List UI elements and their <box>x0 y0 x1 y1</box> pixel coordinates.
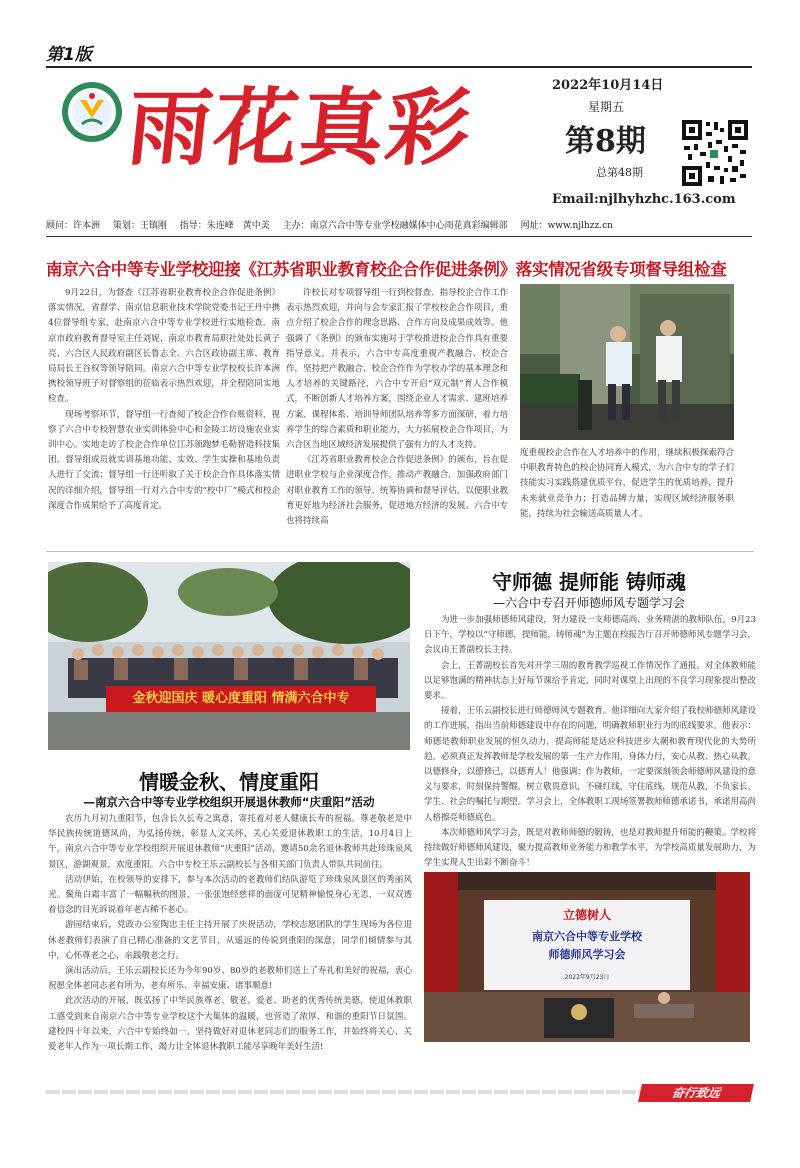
activity-banner: 金秋迎国庆 暖心度重阳 情满六合中专 <box>132 691 350 706</box>
credit-planner: 策划：王镇刚 <box>112 221 167 231</box>
paragraph: 接着，王乐云副校长进行师德师风专题教育。他详细向大家介绍了我校师德师风建设的工作进展，指出当前师德建设中存在的问题，明确教师职业行为的底线要求。他表示：师德是教师职业发展的恒久动力，提高师能是适应科技进步大潮和教育现代化的大势所趋。必须真正发挥教师是学校发展的第一生产力作用，身体力行，安心从教、热心从教，以德修身，以德修己，以德育人！他强调：作为教师，一定要深刻领会师德师风建设的意义与要求，时刻保持警醒，树立敬畏意识，不碰红线，守住底线，规范从教，不负家长、学生、社会的嘱托与期望。学习会上，全体教职工现场签署教师师德承诺书，承诺用高尚人格擦亮师德底色。 <box>424 706 756 823</box>
paragraph: 度重视校企合作在人才培养中的作用，继续积极探索符合中职教育特色的校企协同育人模式，为六合中专的学子们技能实习实践搭建优质平台，促进学生的优质培养，提升未来就业竞争力；打造品牌力量，实现区域经济服务职能，持续为社会输送高质量人才。 <box>520 448 734 519</box>
screen-date: 2022年9月23日 <box>564 974 610 981</box>
paragraph: 农历九月初九重阳节，包含长久长寿之寓意，寄托着对老人健康长寿的祝福。尊老敬老是中华民族传统道德风尚，为弘扬传统，彰显人文关怀，关心关爱退休教职工的生活，10月4日上午，南京六合中等专业学校组织开展退休教师“庆重阳”活动，邀请50余名退休教师共赴珍珠泉风景区，游湖观景，欢度重阳。六合中专校王乐云副校长与各相关部门负责人带队共同前往。 <box>48 814 412 870</box>
credit-website[interactable]: 网址：www.njlhzz.cn <box>520 221 613 231</box>
issue-number: 第8期 <box>565 124 646 159</box>
qr-code[interactable] <box>680 118 750 188</box>
paragraph: 活动伊始，在校领导的安排下，参与本次活动的老教师们结队游览了珍珠泉风景区的秀丽风光。鬓角白霜丰富了一幅幅秋的图景，一张张饱经慈祥的面庞可见精神愉悦身心无恙，一双双透着信念的目光诉说着年老古稀不老心。 <box>48 874 412 916</box>
paragraph: 游园结束后，党政办公室陶忠主任主持开展了庆祝活动，学校志愿团队的学生现场为各位退休老教师们表演了自己精心准备的文艺节目，从遥远的传说到重阳的深意，同学们倾情参与其中，心怀尊老之心，亲践敬老之行。 <box>48 920 412 961</box>
publication-date: 2022年10月14日 <box>552 78 664 93</box>
article1-column-2 <box>286 286 508 529</box>
article1-headline: 南京六合中等专业学校迎接《江苏省职业教育校企合作促进条例》落实情况省级专项督导组检查 <box>46 260 727 279</box>
masthead-title: 雨花真彩 <box>122 79 478 177</box>
article2-group-photo <box>48 562 410 750</box>
screen-line-2: 南京六合中等专业学校 <box>532 930 642 943</box>
article3-title: 守师德 提师能 铸师魂 <box>492 570 686 594</box>
credit-guidance: 指导：朱连峰 黄中美 <box>179 221 270 231</box>
article1-column-1 <box>48 286 280 514</box>
contact-email[interactable]: Email:njlhyhzhc.163.com <box>552 192 736 207</box>
paragraph: 9月22日，为督查《江苏省职业教育校企合作促进条例》落实情况，省督学、南京信息职业技术学院党委书记王丹中携4位督导组专家，赴南京六合中等专业学校进行实地检查，南京市政府教育督导室主任刘妮、南京市教育局职社处处长黄子亮、六合区人民政府副区长鲁志全、六合区政协副主席、教育局局长王谷权等领导陪同。南京六合中等专业学校校长许本洲携校领导班子对督察组的莅临表示热烈欢迎，并全程陪同实地检查。 <box>48 288 280 405</box>
credit-host: 主办：南京六合中等专业学校融媒体中心雨花真彩编辑部 <box>282 221 508 231</box>
paragraph: 《江苏省职业教育校企合作促进条例》的颁布，旨在促进职业学校与企业深度合作，推动产教融合，加强政府部门对职业教育工作的领导、统筹协调和督导评估，以便职业教育更好地为经济社会服务，促进地方经济的发展。六合中专也将持续高 <box>286 455 508 527</box>
article2-subtitle: —南京六合中等专业学校组织开展退休教师“庆重阳”活动 <box>83 795 375 809</box>
section-divider <box>46 551 754 552</box>
paragraph: 会上，王菁副校长首先对开学三周的教育教学巡视工作情况作了通报。对全体教师能以足够饱满的精神状态上好每节课给予肯定，同时对课堂上出现的不良学习现象提出整改要求。 <box>424 660 756 702</box>
edition-label: 第1版 <box>46 45 92 65</box>
article3-meeting-photo <box>424 872 750 1042</box>
article3-body <box>424 613 756 871</box>
credit-advisor: 顾问：许本洲 <box>46 221 101 231</box>
article1-photo <box>520 284 734 440</box>
article2-title: 情暖金秋、情度重阳 <box>139 770 319 794</box>
total-issue-number: 总第48期 <box>596 166 643 179</box>
paragraph: 许校长对专项督导组一行到校督查、指导校企合作工作表示热烈欢迎，并向与会专家汇报了学校校企合作项目，重点介绍了校企合作的理念思路、合作方向及成果成效等。他强调了《条例》的颁布实施对于学校推进校企合作具有重要指导意义，并表示，六合中专高度重视产教融合、校企合作，坚持把产教融合、校企合作作为学校办学的基本理念和人才培养的关键路径，六合中专开启“双元制”育人合作模式，不断创新人才培养方案，围绕企业人才需求、建班培养方案、课程体系、培训导师团队培养等多方面深研，着力培养学生的综合素质和职业能力，大力拓展校企合作项目，为六合区当地区域经济发展提供了强有力的人才支持。 <box>286 288 508 451</box>
article1-column-3 <box>520 446 734 522</box>
paragraph: 本次师德师风学习会，既是对教师师德的锻铸，也是对教师提升师能的鞭策。学校将持续做好师德师风建设，聚力提高教师业务能力和教学水平，为学校高质量发展助力，为学生实现人生出彩不断奋斗！ <box>424 827 756 869</box>
paragraph: 此次活动的开展，既弘扬了中华民族尊老、敬老、爱老、助老的优秀传统美德，使退休教职工感受到来自南京六合中等专业学校这个大集体的温暖，也营造了浓厚、和谐的重阳节日氛围。建校四十年以来，六合中专始终如一，坚持做好对退休老同志们的服务工作，并始终将关心、关爱老年人作为一项长期工作，竭力让全体退休教职工能尽享晚年美好生活! <box>48 996 412 1053</box>
article3-subtitle: —六合中专召开师德师风专题学习会 <box>492 596 685 610</box>
weekday: 星期五 <box>588 100 625 114</box>
screen-line-1: 立德树人 <box>562 908 611 922</box>
footer-slogan-tag: 奋行致远 <box>638 1084 754 1102</box>
paragraph: 现场考察环节，督导组一行查阅了校企合作台账资料，视察了六合中专校智慧农业实训体验中心和金陵工坊设施农业实训中心。实地走访了校企合作单位江苏领跑梦毛勒智造科技集团。督导组成员就实训基地功能、实效、学生实操和基地负责人进行了交流；督导组一行还听取了关于校企合作具体落实情况的详细介绍，督导组一行对六合中专的“校中厂”模式和校企深度合作成果给予了高度肯定。 <box>48 409 280 511</box>
credits-rule <box>46 236 752 237</box>
article2-body <box>48 812 412 1055</box>
screen-line-3: 师德师风学习会 <box>548 948 626 961</box>
paragraph: 为进一步加强师德师风建设，努力建设一支师德高尚、业务精湛的教师队伍，9月23日下午，学校以“守师德，提师能，铸师魂”为主题在校报告厅召开师德师风专题学习会，会议由王菁副校长主持。 <box>424 615 756 656</box>
school-logo <box>60 80 124 144</box>
credits-line <box>46 218 754 231</box>
paragraph: 演出活动后，王乐云副校长还为今年90岁、80岁的老教师们送上了寿礼和美好的祝福，衷心祝愿全体老同志老有所为、老有所乐、幸福安康、诸事顺意! <box>48 966 412 992</box>
